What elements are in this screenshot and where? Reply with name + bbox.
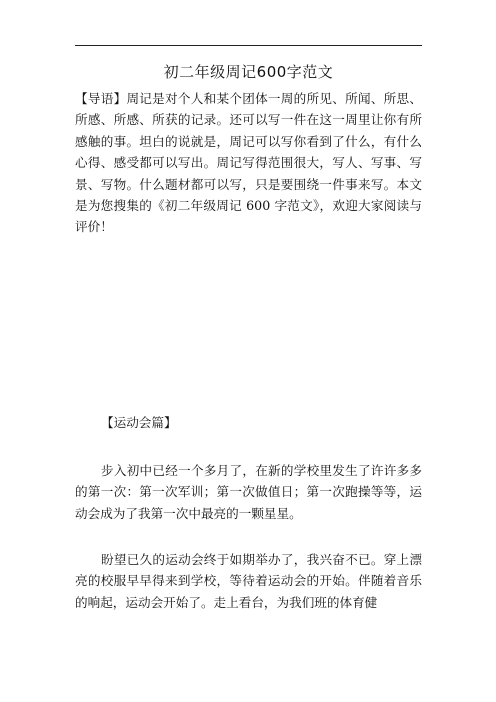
intro-paragraph: 【导语】周记是对个人和某个团体一周的所见、所闻、所思、所感、所感、所获的记录。还可以写一件在这一周里让你有所感触的事。坦白的说就是，周记可以写你看到了什么，有什么心得、感受都可以写出。周记写得范围很大，写人、写事、写景、写物。什么题材都可以写，只是要围绕一件事来写。本文是为您搜集的《初二年级周记 600 字范文》，欢迎大家阅读与评价！ (75, 91, 422, 235)
section-heading: 【运动会篇】 (101, 415, 177, 430)
document-title: 初二年级周记600字范文 (163, 63, 334, 81)
body-paragraph: 盼望已久的运动会终于如期举办了，我兴奋不已。穿上漂亮的校服早早得来到学校，等待着运动会的开始。伴随着音乐的响起，运动会开始了。走上看台，为我们班的体育健 (75, 552, 422, 610)
body-paragraph: 步入初中已经一个多月了，在新的学校里发生了许许多多的第一次：第一次军训；第一次做值日；第一次跑操等等，运动会成为了我第一次中最亮的一颗星星。 (75, 463, 422, 521)
header-rule (75, 45, 422, 46)
